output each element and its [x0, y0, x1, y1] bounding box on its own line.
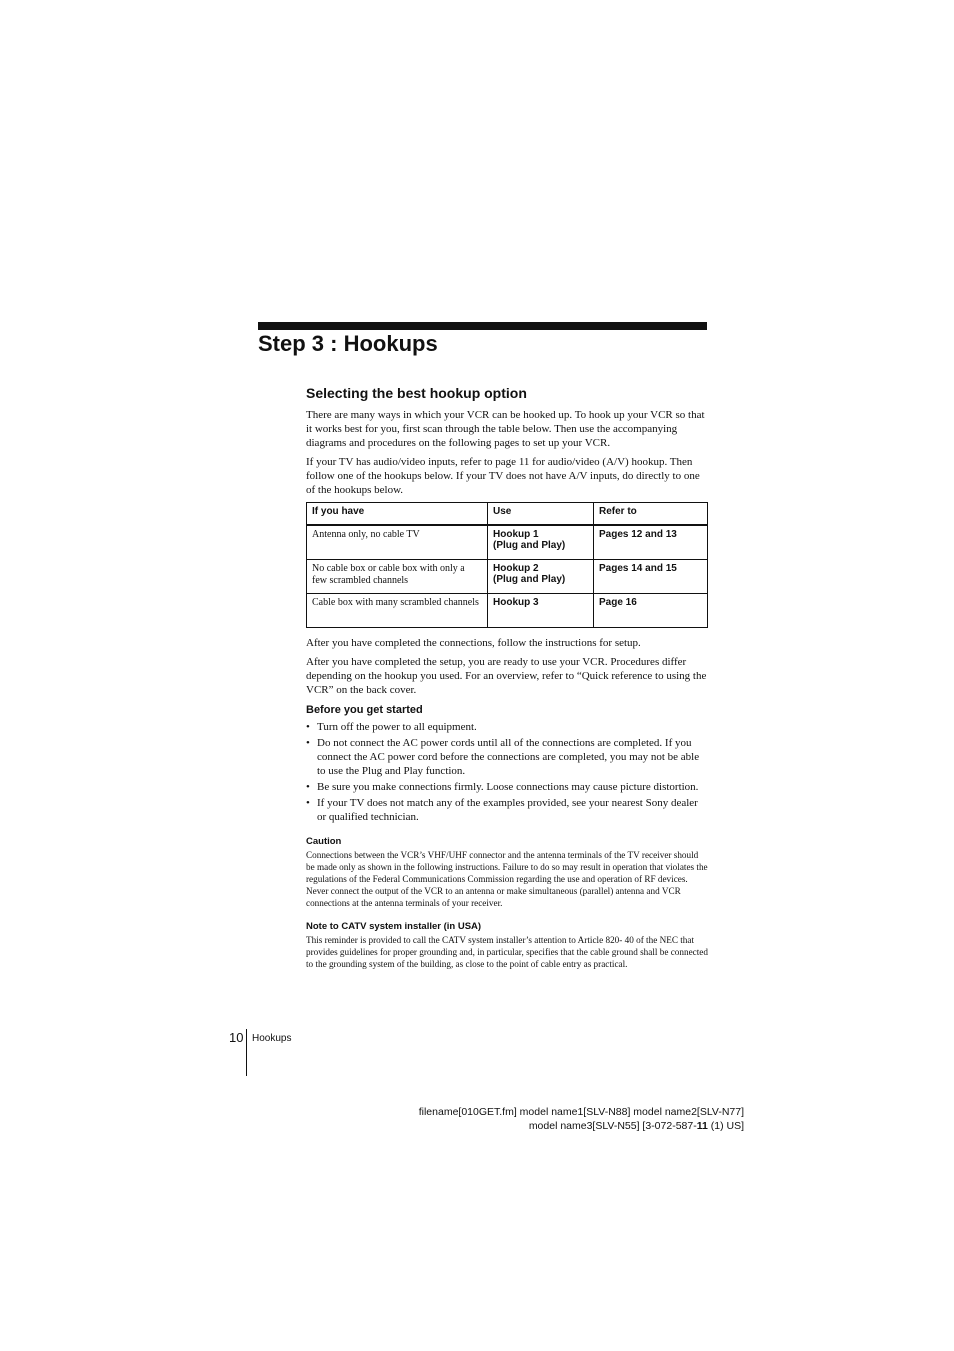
table-cell-have: No cable box or cable box with only a few scrambled channels	[307, 560, 488, 594]
table-row	[307, 594, 708, 628]
list-item-text: Do not connect the AC power cords until all of the connections are completed. If you connect the AC power cord before the connections are completed, you may not be able to use the Plug and Play function.	[317, 737, 700, 777]
table-header-row	[307, 503, 708, 526]
table-cell-use	[488, 525, 594, 560]
list-item	[306, 736, 708, 778]
table-row	[307, 525, 708, 560]
hookup-table	[306, 502, 708, 628]
use-line: Hookup 1	[493, 529, 539, 540]
table-cell-refer: Pages 14 and 15	[594, 560, 708, 594]
catv-heading: Note to CATV system installer (in USA)	[306, 921, 482, 932]
list-item	[306, 796, 708, 824]
use-line: (Plug and Play)	[493, 540, 566, 551]
footer-line	[419, 1119, 744, 1133]
bullet-icon: •	[306, 797, 310, 809]
after-paragraph: After you have completed the setup, you are ready to use your VCR. Procedures differ depending on the hookup you used. For an overview, refer to “Quick reference to using the VCR” on the back cover.	[306, 656, 707, 696]
caution-heading: Caution	[306, 836, 342, 847]
list-item	[306, 720, 708, 734]
footer-text: (1) US]	[707, 1120, 744, 1132]
bullet-icon: •	[306, 721, 310, 733]
caution-text: Connections between the VCR’s VHF/UHF connector and the antenna terminals of the TV receiver should be made only as shown in the following instructions. Failure to do so may result in operation that violates the regulations of the Federal Communications Commission regarding the use and operation of RF devices. Never connect the output of the VCR to an antenna or make simultaneous (parallel) antenna and VCR connections at the antenna terminals of your receiver.	[306, 850, 708, 908]
page-title: Step 3 : Hookups	[258, 331, 438, 356]
bullet-icon: •	[306, 737, 310, 749]
table-cell-have: Cable box with many scrambled channels	[307, 594, 488, 628]
use-line: (Plug and Play)	[493, 574, 566, 585]
table-header-cell: Refer to	[594, 503, 708, 526]
use-line: Hookup 2	[493, 563, 539, 574]
bullet-list	[306, 720, 708, 824]
table-cell-refer: Pages 12 and 13	[594, 525, 708, 560]
intro-paragraph: There are many ways in which your VCR can be hooked up. To hook up your VCR so that it works best for you, first scan through the table below. Then use the accompanying diagrams and procedures on the following pages to set up your VCR.	[306, 409, 705, 449]
footer-text: model name3[SLV-N55] [3-072-587-	[528, 1120, 697, 1132]
after-paragraph: After you have completed the connections, follow the instructions for setup.	[306, 637, 641, 649]
page-number: 10	[229, 1030, 244, 1045]
page-section-label: Hookups	[252, 1033, 292, 1044]
table-header-cell: If you have	[307, 503, 488, 526]
table-cell-refer: Page 16	[594, 594, 708, 628]
catv-text: This reminder is provided to call the CATV system installer’s attention to Article 820- 40 of the NEC that provides guidelines for proper grounding and, in particular, specifies that the cable ground shall be connected to the grounding system of the building, as close to the point of cable entry as practical.	[306, 935, 708, 969]
title-rule	[258, 322, 707, 330]
table-row	[307, 560, 708, 594]
list-item-text: If your TV does not match any of the examples provided, see your nearest Sony dealer or qualified technician.	[317, 797, 698, 823]
table-cell-use	[488, 560, 594, 594]
table-header-cell: Use	[488, 503, 594, 526]
table-cell-have: Antenna only, no cable TV	[307, 525, 488, 560]
section-heading: Selecting the best hookup option	[306, 385, 527, 401]
list-item-text: Be sure you make connections firmly. Loose connections may cause picture distortion.	[317, 781, 699, 793]
bullet-icon: •	[306, 781, 310, 793]
table-cell-use	[488, 594, 594, 628]
footer-version: 11	[696, 1120, 708, 1132]
page-number-divider	[246, 1029, 247, 1076]
footer-line: filename[010GET.fm] model name1[SLV-N88] model name2[SLV-N77]	[418, 1106, 744, 1118]
file-footer	[419, 1105, 744, 1133]
list-item	[306, 780, 708, 794]
before-heading: Before you get started	[306, 704, 423, 716]
main-column	[306, 383, 708, 970]
intro-paragraph: If your TV has audio/video inputs, refer to page 11 for audio/video (A/V) hookup. Then follow one of the hookups below. If your TV does not have A/V inputs, do directly to one of the hookups below.	[306, 456, 700, 496]
list-item-text: Turn off the power to all equipment.	[317, 721, 477, 733]
use-line: Hookup 3	[493, 597, 539, 608]
